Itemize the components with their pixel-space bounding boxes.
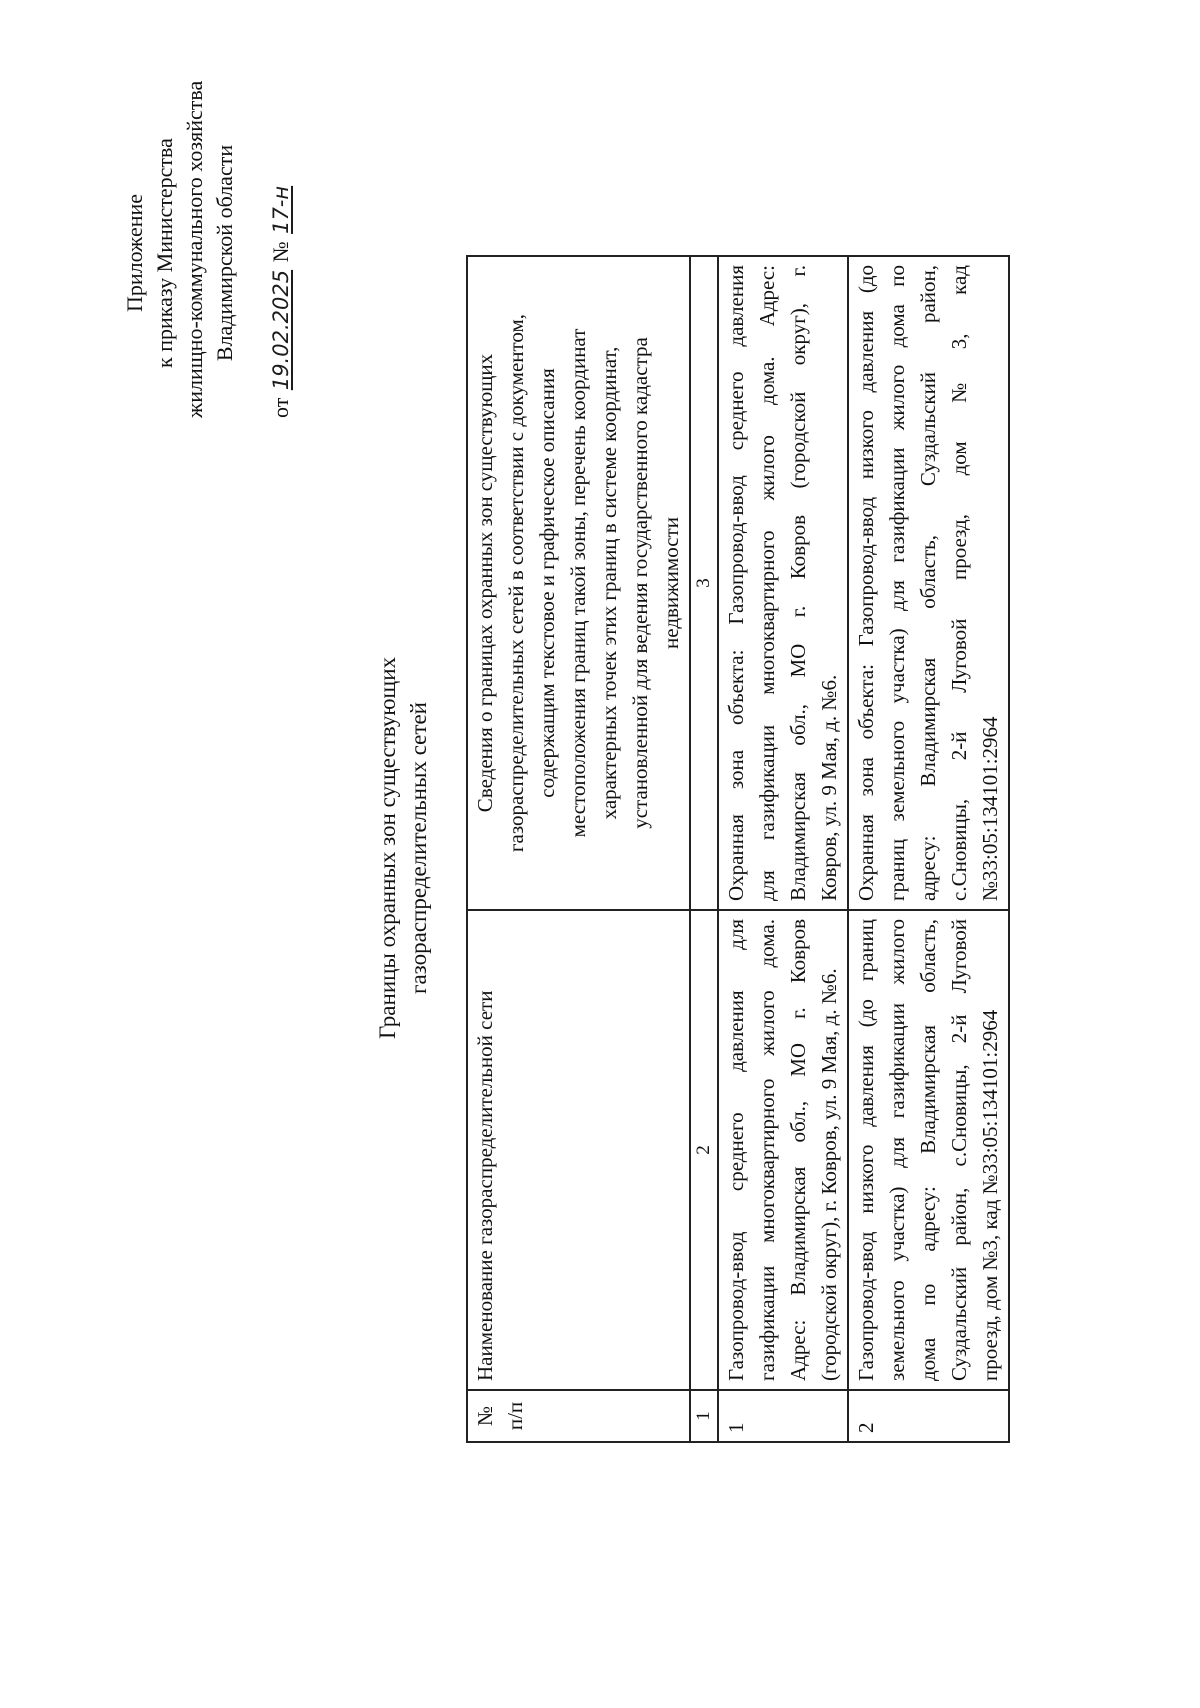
table-row <box>718 256 848 1442</box>
title-line: Границы охранных зон существующих <box>375 656 400 1040</box>
header-text: недвижимости <box>659 517 683 649</box>
cell-line: газификации многоквартирного жилого дома. <box>755 919 779 1381</box>
column-index: 3 <box>690 256 718 910</box>
header-cell-info <box>467 256 690 910</box>
date-prefix: от <box>268 397 293 418</box>
cell-line: адресу: Владимирская область, Суздальский район, <box>916 265 940 901</box>
handwritten-number: 17-н <box>269 185 293 234</box>
cell-line: Ковров, ул. 9 Мая, д. №6. <box>817 674 841 901</box>
handwritten-date: 19.02.2025 <box>269 269 293 391</box>
cell-line: земельного участка) для газификации жилого <box>885 919 909 1381</box>
cell-line: Адрес: Владимирская обл., МО г. Ковров <box>786 919 810 1381</box>
cell-line: Охранная зона объекта: Газопровод-ввод низкого давления (до <box>854 265 878 901</box>
header-text: содержащим текстовое и графическое описания <box>535 368 559 798</box>
header-text: Наименование газораспределительной сети <box>473 990 497 1381</box>
zone-info-cell <box>848 256 1009 910</box>
column-index: 2 <box>690 910 718 1390</box>
zone-info-cell <box>718 256 848 910</box>
header-line: к приказу Министерства <box>152 138 177 368</box>
header-text: газораспределительных сетей в соответствии с документом, <box>504 313 528 853</box>
network-name-cell <box>848 910 1009 1390</box>
network-name-cell <box>718 910 848 1390</box>
cell-line: Суздальский район, с.Сновицы, 2-й Луговой <box>947 919 971 1381</box>
order-date-number <box>266 88 296 418</box>
cell-line: Владимирская обл., МО г. Ковров (городской округ), г. <box>786 265 810 901</box>
cell-line: (городской округ), г. Ковров, ул. 9 Мая, д. №6. <box>817 968 841 1381</box>
protection-zones-table <box>466 255 1010 1443</box>
header-text: характерных точек этих границ в системе координат, <box>597 346 621 820</box>
cell-line: Охранная зона объекта: Газопровод-ввод среднего давления <box>724 265 748 901</box>
header-cell-number <box>467 1390 690 1442</box>
column-index: 1 <box>690 1390 718 1442</box>
header-text: установленной для ведения государственного кадастра <box>628 337 652 829</box>
header-line: Владимирской области <box>212 144 237 362</box>
header-cell-name <box>467 910 690 1390</box>
header-line: жилищно-коммунального хозяйства <box>182 80 207 418</box>
appendix-header <box>120 80 296 418</box>
cell-line: проезд, дом №3, кад №33:05:134101:2964 <box>978 1009 1002 1381</box>
cell-line: дома по адресу: Владимирская область, <box>916 919 940 1381</box>
cell-line: границ земельного участка) для газификации жилого дома по <box>885 265 909 901</box>
title-line: газораспределительных сетей <box>406 702 431 994</box>
cell-line: Газопровод-ввод среднего давления для <box>724 919 748 1381</box>
table-header-row <box>467 256 690 1442</box>
row-number: 2 <box>848 1390 1009 1442</box>
header-line: Приложение <box>122 193 147 313</box>
table-row <box>848 256 1009 1442</box>
header-text: п/п <box>503 1401 527 1431</box>
header-text: Сведения о границах охранных зон существующих <box>473 353 497 813</box>
cell-line: с.Сновицы, 2-й Луговой проезд, дом №3, кад <box>947 265 971 901</box>
header-text: местоположения границ такой зоны, перечень координат <box>566 328 590 838</box>
header-text: № <box>473 1405 497 1427</box>
column-index-row <box>690 256 718 1442</box>
cell-line: для газификации многоквартирного жилого дома. Адрес: <box>755 265 779 901</box>
document-title <box>372 488 434 1208</box>
number-prefix: № <box>268 241 293 263</box>
cell-line: №33:05:134101:2964 <box>978 716 1002 901</box>
row-number: 1 <box>718 1390 848 1442</box>
cell-line: Газопровод-ввод низкого давления (до границ <box>854 919 878 1381</box>
